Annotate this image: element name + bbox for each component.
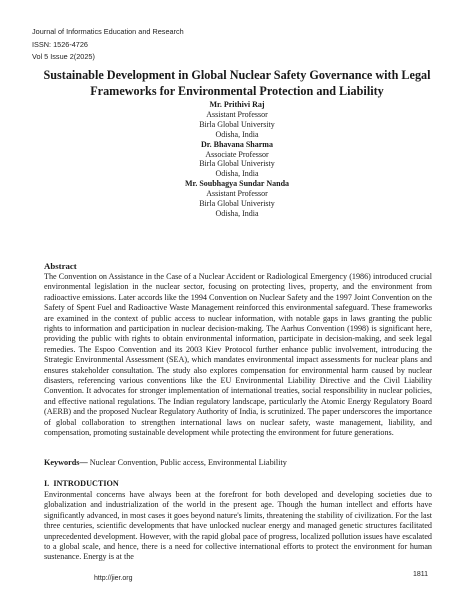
section-heading [44,479,119,488]
keywords-text: Nuclear Convention, Public access, Environmental Liability [89,458,287,467]
page-number: 1811 [413,571,429,578]
author-affiliation: Birla Global Univeristy [199,199,275,209]
author-name: Mr. Soubhagya Sundar Nanda [184,179,290,189]
keywords-label: Keywords— [44,458,88,467]
abstract-heading: Abstract [44,261,77,271]
author-position: Assistant Professor [206,189,268,199]
section-number: I. [44,479,50,488]
abstract-text: The Convention on Assistance in the Case of a Nuclear Accident or Radiological Emergency (1986) introduced crucial environmental legislation in the nuclear sector, focusing on protecting lives, property, and the environment from radioactive emissions. Later accords like the 1994 Convention on Nuclear Safety and the 1997 Joint Convention on the Safety of Spent Fuel and Radioactive Waste Management reinforced this environmental safeguard. These frameworks are examined in the context of public access to nuclear information, with notable gaps in laws granting the public rights to information and participation in nuclear decision-making. The Aarhus Convention (1998) is significant here, providing the public with rights to obtain environmental information, participate in decision-making, and seek legal remedies. The Espoo Convention and its 2003 Kiev Protocol further enhance public involvement, introducing the Strategic Environmental Assessment (SEA), which mandates environmental impact assessments for nuclear plans and ensures stakeholder consultation. The study also explores compensation for environmental harm caused by nuclear disasters, referencing various conventions like the EU Environmental Liability Directive and the Civil Liability Convention. It advocates for stronger implementation of international treaties, social responsibility in nuclear policies, and effective national regulations. The Indian regulatory landscape, particularly the Atomic Energy Regulatory Board (AERB) and the proposed Nuclear Regulatory Authority of India, is scrutinized. The paper underscores the importance of global collaboration to strengthen international laws on nuclear safety, waste management, liability, and compensation, promoting sustainable development while protecting the environment for future generations. [44,272,432,438]
author-location: Odisha, India [215,169,259,179]
journal-volume: Vol 5 Issue 2(2025) [32,52,95,61]
paper-title: Sustainable Development in Global Nuclear Safety Governance with Legal Frameworks for Environmental Protection and Liability [43,68,431,98]
author-affiliation: Birla Global University [199,119,275,129]
footer-url: http://jier.org [94,575,133,582]
section-first-letter: I [53,479,57,488]
author-3 [0,179,474,219]
journal-name: Journal of Informatics Education and Research [32,27,184,36]
author-position: Assistant Professor [206,109,268,119]
author-name: Mr. Prithivi Raj [209,100,265,109]
section-title-rest: NTRODUCTION [56,479,119,488]
author-2 [0,140,474,180]
introduction-text: Environmental concerns have always been at the forefront for both developed and developing societies due to globalization and industrialization of the world in the present age. Though the human intellect and efforts have significantly advanced, in most cases it goes beyond nature's limits, threatening the stability of civilization. For the last three centuries, scientific developments that have unlocked nuclear energy and managed genetic structures facilitated unprecedented development. However, with the rapid global pace of progress, localized pollution issues have escalated to a global scale, and hence, there is a need for collective international efforts to protect the environment for human sustenance. Energy is at the [44,490,432,562]
author-location: Odisha, India [215,129,259,139]
author-location: Odisha, India [215,208,259,218]
author-name: Dr. Bhavana Sharma [201,139,273,149]
author-affiliation: Birla Global Univeristy [199,159,275,169]
journal-issn: ISSN: 1526-4726 [32,39,88,49]
author-1 [0,100,474,140]
keywords-line [44,458,432,468]
journal-header [32,26,184,64]
author-position: Associate Professor [205,149,269,159]
author-block [0,100,474,219]
